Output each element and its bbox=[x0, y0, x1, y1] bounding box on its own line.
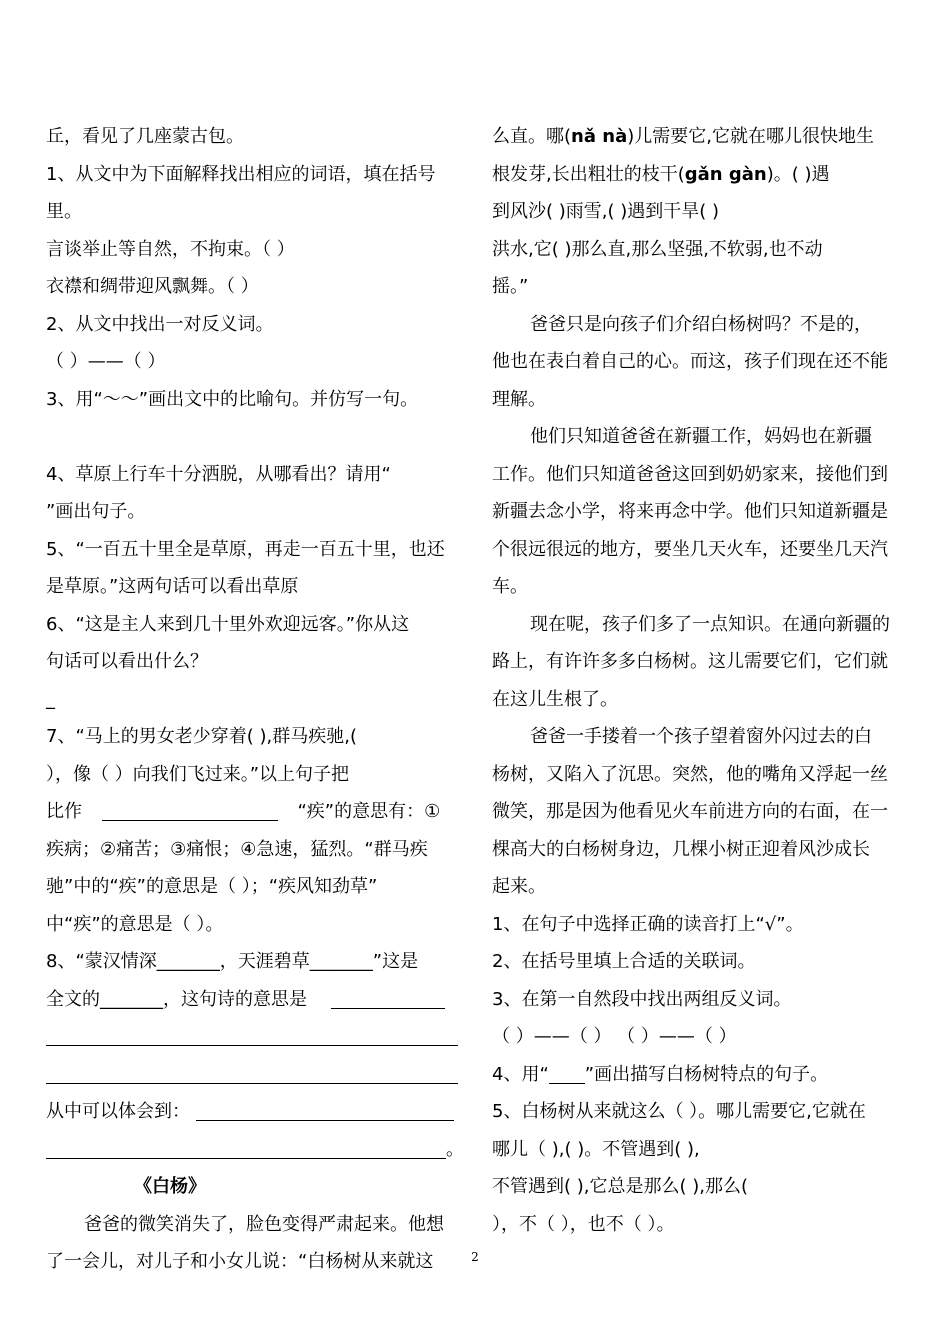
question-2: 2、从文中找出一对反义词。 bbox=[46, 313, 274, 335]
left-column bbox=[46, 118, 464, 1281]
text-fragment: 比作 bbox=[46, 801, 82, 822]
answer-underline bbox=[549, 1063, 585, 1084]
question-4: 4、草原上行车十分洒脱，从哪看出？请用“ bbox=[46, 463, 391, 485]
text-fragment: 么直。哪( bbox=[492, 126, 572, 147]
answer-line bbox=[46, 1018, 464, 1056]
answer-underline bbox=[46, 1063, 458, 1084]
text-line: ），像（ ）向我们飞过来。”以上句子把 bbox=[46, 763, 350, 785]
answer-line bbox=[46, 1056, 464, 1094]
text-fragment: 全文的_______，这句诗的意思是 bbox=[46, 988, 307, 1010]
antonym-blanks: （ ）——（ ） bbox=[46, 351, 166, 372]
text-fragment: ”画出描写白杨树特点的句子。 bbox=[584, 1063, 829, 1085]
text-line: ”画出句子。 bbox=[46, 501, 146, 522]
text-line: 丘，看见了几座蒙古包。 bbox=[46, 126, 244, 147]
antonym-blanks: （ ）——（ ） （ ）——（ ） bbox=[492, 1026, 737, 1047]
paragraph-line: 爸爸只是向孩子们介绍白杨树吗？不是的， bbox=[530, 313, 872, 335]
blank-line bbox=[46, 418, 464, 456]
paragraph-line: 摇。” bbox=[492, 276, 529, 297]
question-5: 5、白杨树从来就这么（ ）。哪儿需要它,它就在 bbox=[492, 1101, 866, 1122]
answer-mark: _ bbox=[46, 688, 55, 710]
question-3: 3、用“～～”画出文中的比喻句。并仿写一句。 bbox=[46, 388, 419, 410]
question-3: 3、在第一自然段中找出两组反义词。 bbox=[492, 988, 792, 1010]
definition-1: 言谈举止等自然，不拘束。（ ） bbox=[46, 238, 295, 260]
paragraph-line: 车。 bbox=[492, 576, 528, 597]
page-number: 2 bbox=[471, 1250, 479, 1264]
text-fragment: 根发芽,长出粗壮的枝干( bbox=[492, 163, 685, 185]
answer-line bbox=[46, 1131, 464, 1169]
text-fragment: 4、用“ bbox=[492, 1063, 549, 1085]
answer-underline bbox=[331, 988, 445, 1009]
paragraph-line: 他们只知道爸爸在新疆工作，妈妈也在新疆 bbox=[530, 426, 872, 447]
paragraph-line: 起来。 bbox=[492, 876, 546, 897]
text-line: 不管遇到( ),它总是那么( ),那么( bbox=[492, 1176, 748, 1197]
question-4 bbox=[492, 1056, 912, 1094]
paragraph-line bbox=[492, 118, 912, 156]
paragraph-line: 工作。他们只知道爸爸这回到奶奶家来，接他们到 bbox=[492, 463, 888, 485]
pinyin-option: nǎ nà bbox=[571, 126, 628, 147]
question-8: 8、“蒙汉情深_______，天涯碧草_______”这是 bbox=[46, 951, 419, 972]
text-line: 哪儿（ ),( )。不管遇到( ), bbox=[492, 1138, 700, 1160]
pinyin-option: gǎn gàn bbox=[684, 163, 767, 185]
paragraph-line: 在这儿生根了。 bbox=[492, 688, 618, 710]
paragraph-line: 到风沙( )雨雪,( )遇到干旱( ) bbox=[492, 201, 720, 222]
poem-meaning-line bbox=[46, 981, 464, 1019]
paragraph-line: 理解。 bbox=[492, 388, 546, 410]
text-fragment: 从中可以体会到： bbox=[46, 1101, 190, 1122]
paragraph-line: 新疆去念小学，将来再念中学。他们只知道新疆是 bbox=[492, 501, 888, 522]
question-5: 5、“一百五十里全是草原，再走一百五十里，也还 bbox=[46, 538, 445, 560]
paragraph-line: 个很远很远的地方，要坐几天火车，还要坐几天汽 bbox=[492, 538, 888, 560]
text-fragment: )。( )遇 bbox=[766, 163, 830, 185]
paragraph-line: 棵高大的白杨树身边，几棵小树正迎着风沙成长 bbox=[492, 838, 870, 860]
right-column bbox=[492, 118, 912, 1243]
paragraph-line bbox=[492, 156, 912, 194]
paragraph-line: 爸爸一手搂着一个孩子望着窗外闪过去的白 bbox=[530, 726, 872, 747]
paragraph-line: 现在呢，孩子们多了一点知识。在通向新疆的 bbox=[530, 613, 890, 635]
text-fragment: )儿需要它,它就在哪儿很快地生 bbox=[627, 126, 874, 147]
answer-underline bbox=[46, 1025, 458, 1046]
paragraph-line: 微笑，那是因为他看见火车前进方向的右面，在一 bbox=[492, 801, 888, 822]
question-2: 2、在括号里填上合适的关联词。 bbox=[492, 951, 756, 972]
text-fragment: 。 bbox=[446, 1138, 464, 1160]
text-line: 中“疾”的意思是（ ）。 bbox=[46, 913, 224, 935]
question-1: 1、在句子中选择正确的读音打上“√”。 bbox=[492, 913, 804, 935]
passage-title: 《白杨》 bbox=[134, 1176, 206, 1197]
answer-underline bbox=[46, 1138, 446, 1159]
answer-underline bbox=[196, 1100, 454, 1121]
paragraph-line: 爸爸的微笑消失了，脸色变得严肃起来。他想 bbox=[84, 1213, 444, 1235]
answer-underline bbox=[102, 800, 278, 821]
paragraph-line: 洪水,它( )那么直,那么坚强,不软弱,也不动 bbox=[492, 238, 823, 260]
paragraph-line: 他也在表白着自己的心。而这，孩子们现在还不能 bbox=[492, 351, 888, 372]
text-line: 里。 bbox=[46, 201, 82, 222]
question-1: 1、从文中为下面解释找出相应的词语，填在括号 bbox=[46, 163, 436, 185]
text-line: ），不（ ），也不（ ）。 bbox=[492, 1213, 675, 1235]
paragraph-line: 杨树，又陷入了沉思。突然，他的嘴角又浮起一丝 bbox=[492, 763, 888, 785]
paragraph-line: 路上，有许许多多白杨树。这儿需要它们，它们就 bbox=[492, 651, 888, 672]
question-7: 7、“马上的男女老少穿着( ),群马疾驰,( bbox=[46, 726, 358, 747]
definition-2: 衣襟和绸带迎风飘舞。（ ） bbox=[46, 276, 259, 297]
text-line: 驰”中的“疾”的意思是（ ）；“疾风知劲草” bbox=[46, 876, 378, 897]
text-fragment: “疾”的意思有：① bbox=[297, 801, 441, 822]
paragraph-line: 了一会儿，对儿子和小女儿说：“白杨树从来就这 bbox=[46, 1251, 434, 1272]
text-line: 句话可以看出什么？ bbox=[46, 651, 208, 672]
metaphor-line bbox=[46, 793, 464, 831]
question-6: 6、“这是主人来到几十里外欢迎远客。”你从这 bbox=[46, 613, 410, 635]
text-line: 疾病；②痛苦；③痛恨；④急速，猛烈。“群马疾 bbox=[46, 838, 428, 860]
feeling-line bbox=[46, 1093, 464, 1131]
text-line: 是草原。”这两句话可以看出草原 bbox=[46, 576, 299, 597]
